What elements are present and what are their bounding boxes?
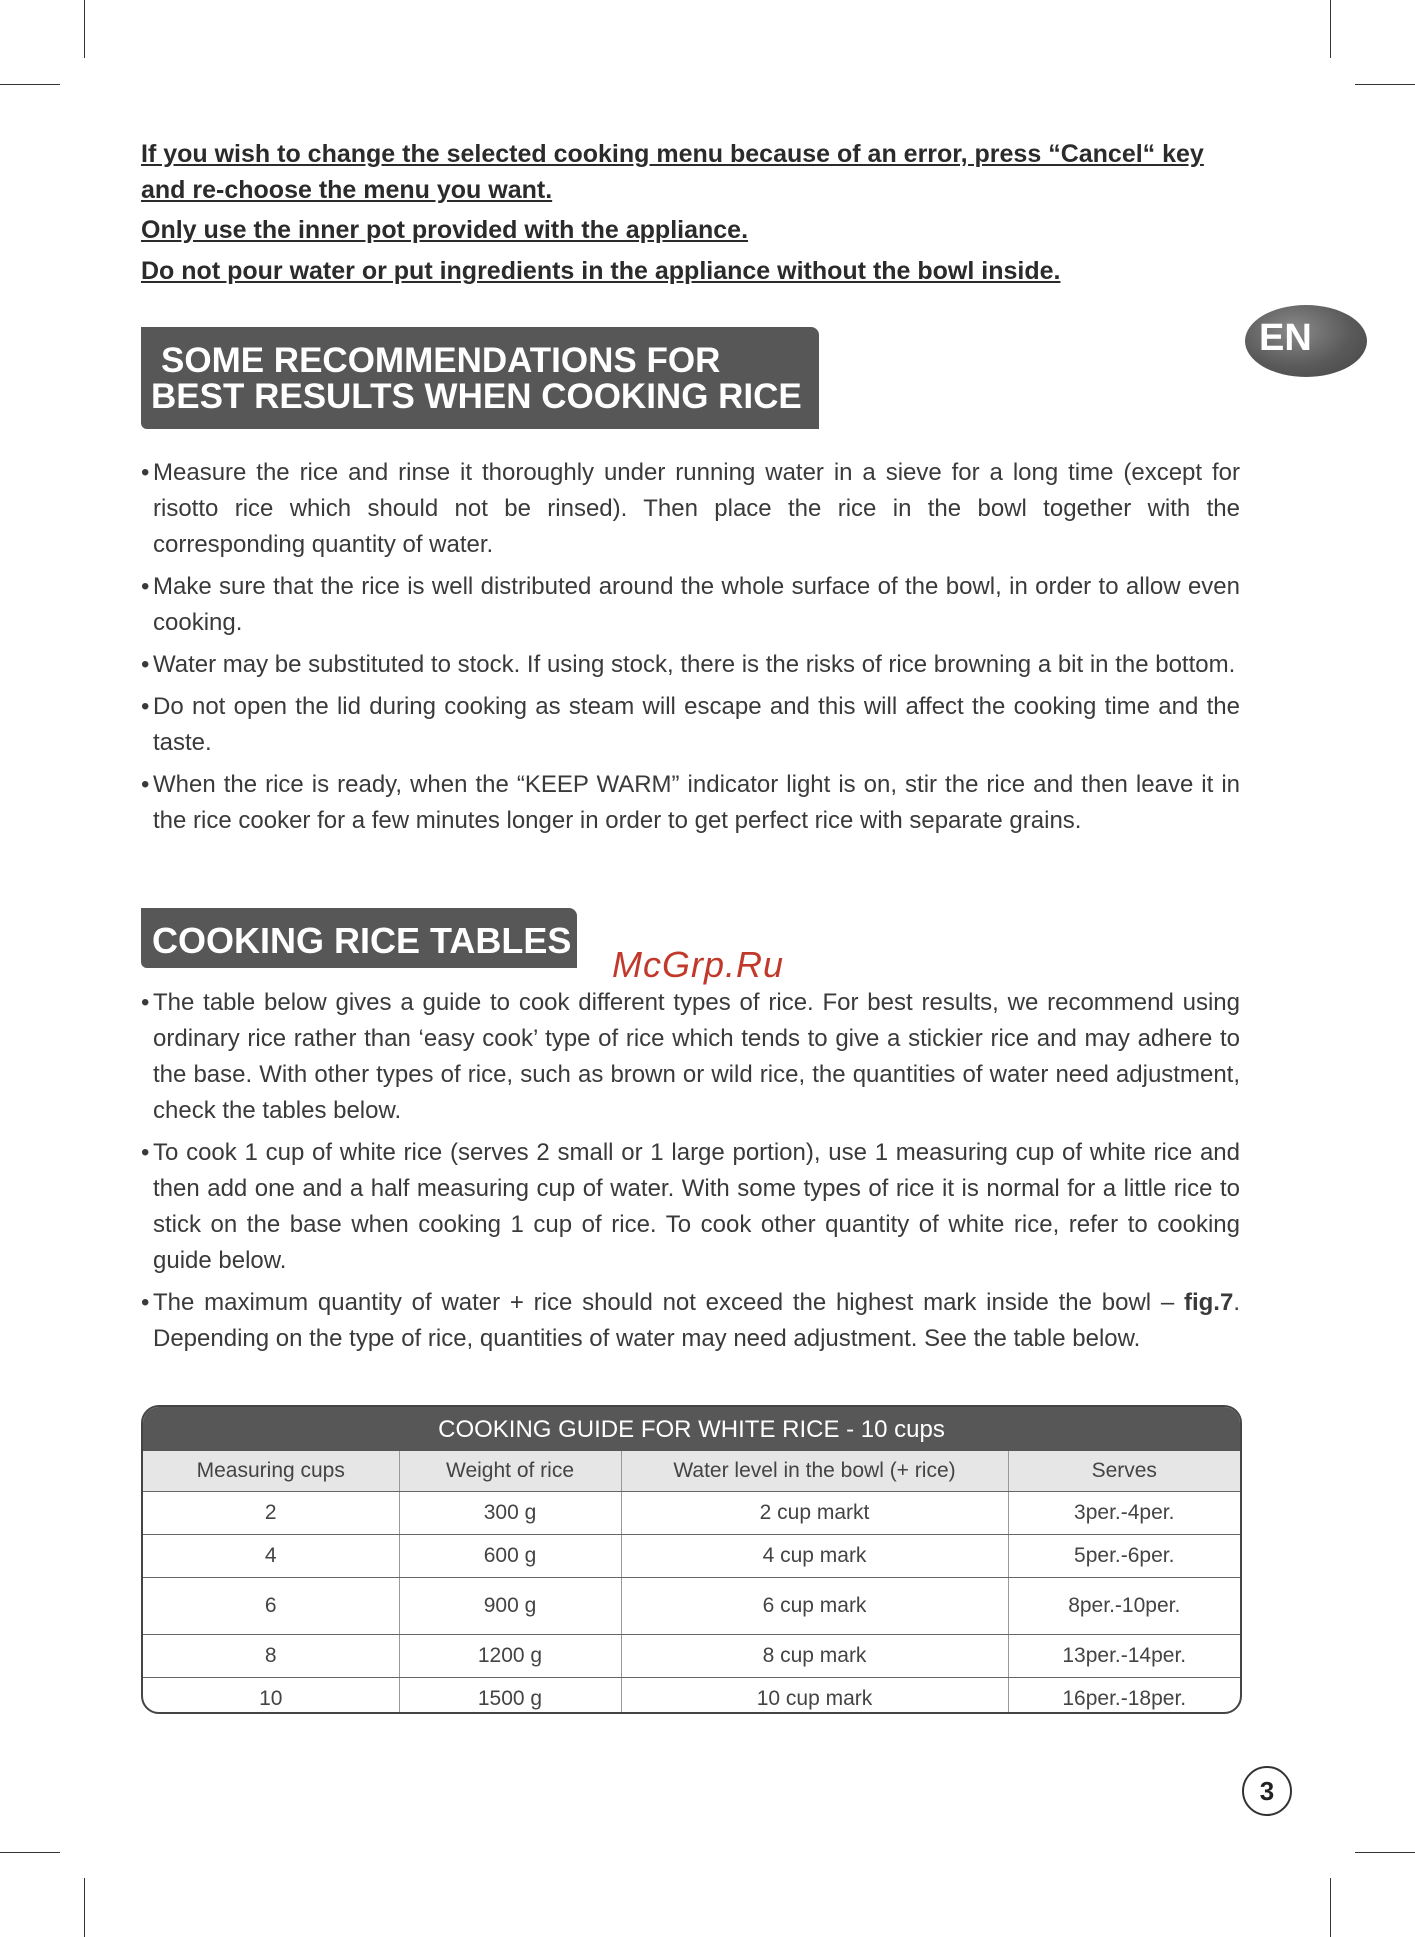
table-title: COOKING GUIDE FOR WHITE RICE - 10 cups bbox=[143, 1407, 1240, 1451]
warning-no-bowl: Do not pour water or put ingredients in the appliance without the bowl inside. bbox=[141, 257, 1061, 285]
rice-tables-list bbox=[141, 985, 1240, 1363]
column-header-weight: Weight of rice bbox=[399, 1451, 621, 1492]
crop-mark bbox=[1330, 0, 1331, 58]
table-row bbox=[143, 1535, 1240, 1578]
language-badge-label: EN bbox=[1259, 317, 1312, 359]
watermark: McGrp.Ru bbox=[612, 944, 785, 985]
table-cell: 3per.-4per. bbox=[1008, 1492, 1240, 1535]
list-item-text: The maximum quantity of water + rice should not exceed the highest mark inside the bowl – bbox=[153, 1289, 1184, 1316]
list-item-text: . Depending on the type of rice, quantities of water may need adjustment. See the table below. bbox=[153, 1289, 1240, 1352]
crop-mark bbox=[84, 1878, 85, 1937]
column-header-measuring-cups: Measuring cups bbox=[143, 1451, 399, 1492]
crop-mark bbox=[1355, 1852, 1415, 1853]
section-heading-title: COOKING RICE TABLES bbox=[152, 920, 572, 961]
crop-mark bbox=[84, 0, 85, 58]
list-item: • When the rice is ready, when the “KEEP WARM” indicator light is on, stir the rice and then leave it in the rice cooker for a few minutes longer in order to get perfect rice with separate grains. bbox=[141, 767, 1240, 839]
warning-inner-pot: Only use the inner pot provided with the appliance. bbox=[141, 216, 749, 244]
language-badge bbox=[1245, 305, 1367, 377]
warning-cancel-key: If you wish to change the selected cooking menu because of an error, press “Cancel“ key and re-choose the menu you want. bbox=[141, 140, 1204, 204]
crop-mark bbox=[0, 84, 60, 85]
list-item: • To cook 1 cup of white rice (serves 2 small or 1 large portion), use 1 measuring cup of white rice and then add one and a half measuring cup of water. With some types of rice it is normal for a little rice to stick on the base when cooking 1 cup of rice. To cook other quantity of white rice, refer to cooking guide below. bbox=[141, 1135, 1240, 1279]
table-cell: 1500 g bbox=[399, 1678, 621, 1715]
table-row bbox=[143, 1678, 1240, 1715]
table-cell: 1200 g bbox=[399, 1635, 621, 1678]
crop-mark bbox=[0, 1852, 60, 1853]
table-cell: 2 bbox=[143, 1492, 399, 1535]
list-item: • The table below gives a guide to cook different types of rice. For best results, we recommend using ordinary rice rather than ‘easy cook’ type of rice which tends to give a stickier rice and may adhere to the base. With other types of rice, such as brown or wild rice, the quantities of water need adjustment, check the tables below. bbox=[141, 985, 1240, 1129]
section-heading-line-2: BEST RESULTS WHEN COOKING RICE bbox=[151, 377, 802, 416]
table-cell: 6 bbox=[143, 1578, 399, 1635]
recommendations-list bbox=[141, 455, 1240, 845]
table-cell: 16per.-18per. bbox=[1062, 1687, 1187, 1710]
column-header-serves: Serves bbox=[1008, 1451, 1240, 1492]
list-item: • Water may be substituted to stock. If using stock, there is the risks of rice browning a bit in the bottom. bbox=[141, 647, 1240, 683]
section-heading-rice-tables bbox=[141, 908, 577, 968]
column-header-water-level: Water level in the bowl (+ rice) bbox=[621, 1451, 1008, 1492]
table-cell: 8 bbox=[143, 1635, 399, 1678]
table-row bbox=[143, 1578, 1240, 1635]
cooking-guide-grid bbox=[143, 1451, 1240, 1714]
table-cell: 900 g bbox=[399, 1578, 621, 1635]
table-header-row bbox=[143, 1451, 1240, 1492]
table-cell: 8per.-10per. bbox=[1008, 1578, 1240, 1635]
table-row bbox=[143, 1635, 1240, 1678]
list-item bbox=[141, 1285, 1240, 1357]
cooking-guide-table bbox=[141, 1405, 1242, 1714]
section-heading-recommendations bbox=[141, 327, 819, 429]
list-item: • Measure the rice and rinse it thoroughly under running water in a sieve for a long time (except for risotto rice which should not be rinsed). Then place the rice in the bowl together with the corresponding quantity of water. bbox=[141, 455, 1240, 563]
table-cell: 10 cup mark bbox=[621, 1678, 1008, 1715]
table-row bbox=[143, 1492, 1240, 1535]
page-number: 3 bbox=[1242, 1766, 1292, 1816]
section-heading-line-1: SOME RECOMMENDATIONS FOR bbox=[161, 341, 721, 380]
table-cell: 4 cup mark bbox=[621, 1535, 1008, 1578]
table-cell: 13per.-14per. bbox=[1008, 1635, 1240, 1678]
table-cell: 5per.-6per. bbox=[1008, 1535, 1240, 1578]
table-cell: 600 g bbox=[399, 1535, 621, 1578]
table-cell: 6 cup mark bbox=[621, 1578, 1008, 1635]
table-cell: 4 bbox=[143, 1535, 399, 1578]
figure-reference: fig.7 bbox=[1183, 1289, 1234, 1316]
crop-mark bbox=[1355, 84, 1415, 85]
crop-mark bbox=[1330, 1878, 1331, 1937]
table-cell: 8 cup mark bbox=[621, 1635, 1008, 1678]
list-item: • Make sure that the rice is well distributed around the whole surface of the bowl, in order to allow even cooking. bbox=[141, 569, 1240, 641]
list-item: • Do not open the lid during cooking as steam will escape and this will affect the cooking time and the taste. bbox=[141, 689, 1240, 761]
table-cell: 10 bbox=[143, 1678, 399, 1715]
table-cell: 300 g bbox=[399, 1492, 621, 1535]
table-cell: 2 cup markt bbox=[621, 1492, 1008, 1535]
